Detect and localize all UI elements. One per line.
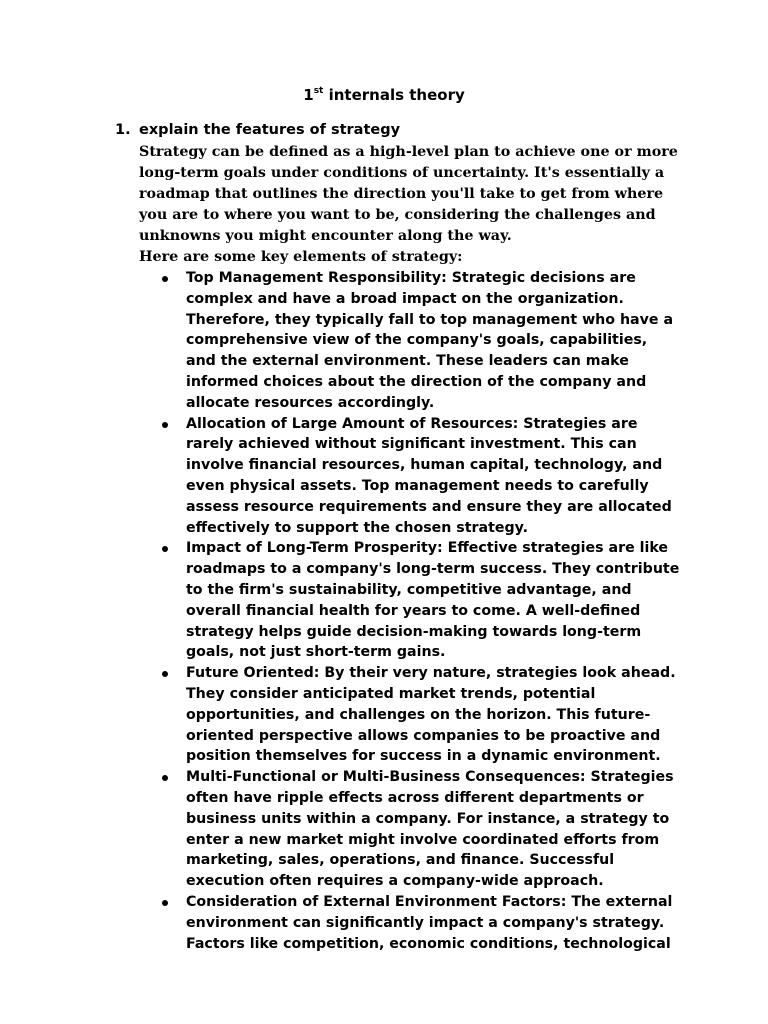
list-item bbox=[160, 414, 680, 539]
list-item-text: Top Management Responsibility: Strategic decisions are complex and have a broad impact on the organization. Therefore, they typically fall to top management who have a comprehensive view of the company's goals, capabilities, and the external environment. These leaders can make informed choices about the direction of the company and allocate resources accordingly. bbox=[186, 270, 674, 411]
bullet-icon bbox=[162, 671, 168, 677]
list-item bbox=[160, 268, 680, 414]
question-number: 1. bbox=[115, 122, 131, 138]
list-item bbox=[160, 538, 680, 663]
bullet-icon bbox=[162, 546, 168, 552]
page-title bbox=[0, 86, 768, 104]
bullet-icon bbox=[162, 276, 168, 282]
list-item-text: Allocation of Large Amount of Resources: Strategies are rarely achieved without significant investment. This can involve financial resources, human capital, technology, and even physical assets. Top management needs to carefully assess resource requirements and ensure they are allocated effectively to support the chosen strategy. bbox=[186, 415, 672, 536]
bullet-icon bbox=[162, 422, 168, 428]
lead-in: Here are some key elements of strategy: bbox=[139, 249, 463, 265]
title-number: 1 bbox=[303, 86, 314, 104]
question-text: explain the features of strategy bbox=[139, 122, 401, 138]
bullet-icon bbox=[162, 900, 168, 906]
answer-intro bbox=[139, 142, 679, 268]
bullet-icon bbox=[162, 775, 168, 781]
list-item-text: Multi-Functional or Multi-Business Consequences: Strategies often have ripple effects across different departments or business units within a company. For instance, a strategy to enter a new market might involve coordinated efforts from marketing, sales, operations, and finance. Successful execution often requires a company-wide approach. bbox=[186, 769, 674, 890]
intro-paragraph: Strategy can be defined as a high-level plan to achieve one or more long-term goals under conditions of uncertainty. It's essentially a roadmap that outlines the direction you'll take to get from where you are to where you want to be, considering the challenges and unknowns you might encounter along the way. bbox=[139, 144, 678, 244]
title-superscript: st bbox=[313, 86, 324, 96]
list-item-text: Consideration of External Environment Factors: The external environment can significantly impact a company's strategy. Factors like competition, economic conditions, technological bbox=[186, 893, 673, 952]
list-item bbox=[160, 663, 680, 767]
list-item bbox=[160, 892, 680, 954]
title-text: internals theory bbox=[323, 86, 465, 104]
list-item bbox=[160, 767, 680, 892]
list-item-text: Impact of Long-Term Prosperity: Effective strategies are like roadmaps to a company's long-term success. They contribute to the firm's sustainability, competitive advantage, and overall financial health for years to come. A well-defined strategy helps guide decision-making towards long-term goals, not just short-term gains. bbox=[186, 540, 680, 661]
key-elements-list bbox=[160, 268, 680, 954]
list-item-text: Future Oriented: By their very nature, strategies look ahead. They consider anticipated market trends, potential opportunities, and challenges on the horizon. This future-oriented perspective allows companies to be proactive and position themselves for success in a dynamic environment. bbox=[186, 665, 676, 765]
